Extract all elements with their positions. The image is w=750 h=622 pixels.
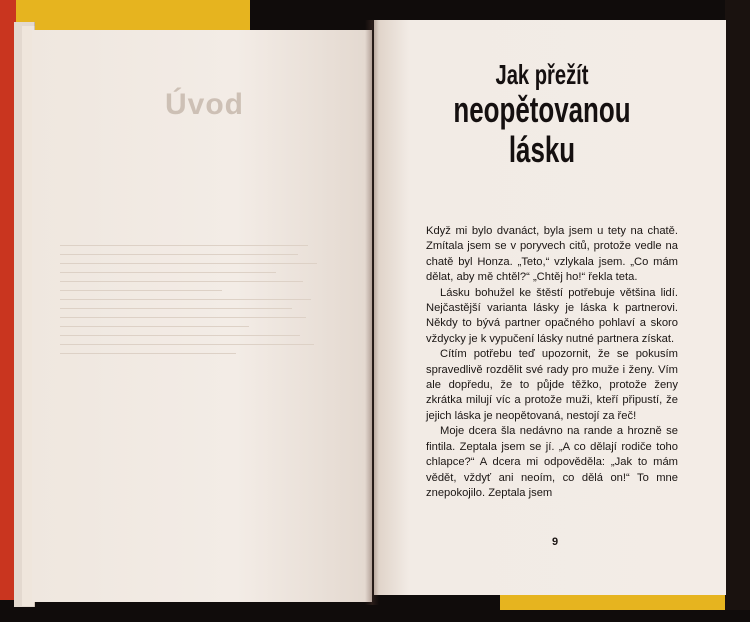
left-page-bleed-heading: Úvod bbox=[165, 88, 244, 121]
cover-shadow bbox=[725, 0, 750, 610]
chapter-title-line-1: Jak přežít bbox=[495, 59, 589, 90]
paragraph: Lásku bohužel ke štěstí potřebuje většina lidí. Nejčastější varianta lásky je láska k partnerovi. Někdy to bývá partner opačného pohlaví a skoro vždycky je k vypučení lásky nutné partnera získat. bbox=[426, 286, 678, 345]
page-number: 9 bbox=[552, 536, 559, 548]
paragraph: Cítím potřebu teď upozornit, že se pokusím spravedlivě rozdělit své rady pro muže i ženy. Vím ale dopředu, že to půjde těžko, protože ženy zkrátka milují víc a protože muži, kteří připustí, že jejich láska je neopětovaná, nestojí za řeč! bbox=[426, 348, 678, 422]
paragraph: Když mi bylo dvanáct, byla jsem u tety na chatě. Zmítala jsem se v poryvech citů, protože vedle na chatě byl Honza. „Teto,“ vzlykala jsem. „Co mám dělat, aby mě chtěl?“ „Chtěj ho!“ řekla teta. bbox=[426, 225, 678, 284]
chapter-title bbox=[434, 60, 650, 170]
book-gutter bbox=[365, 20, 379, 605]
chapter-title-line-3: lásku bbox=[508, 129, 576, 170]
chapter-body bbox=[426, 224, 678, 501]
paragraph: Moje dcera šla nedávno na rande a hrozně se fintila. Zeptala jsem se jí. „A co dělají rodiče toho chlapce?“ A dcera mi odpověděla: „Jak to mám vědět, vždyť ani neoím, co dělá on!“ To mne znepokojilo. Zeptala jsem bbox=[426, 425, 678, 499]
left-page-bleed-text bbox=[60, 245, 330, 362]
chapter-title-line-2: neopětovanou bbox=[453, 89, 631, 130]
